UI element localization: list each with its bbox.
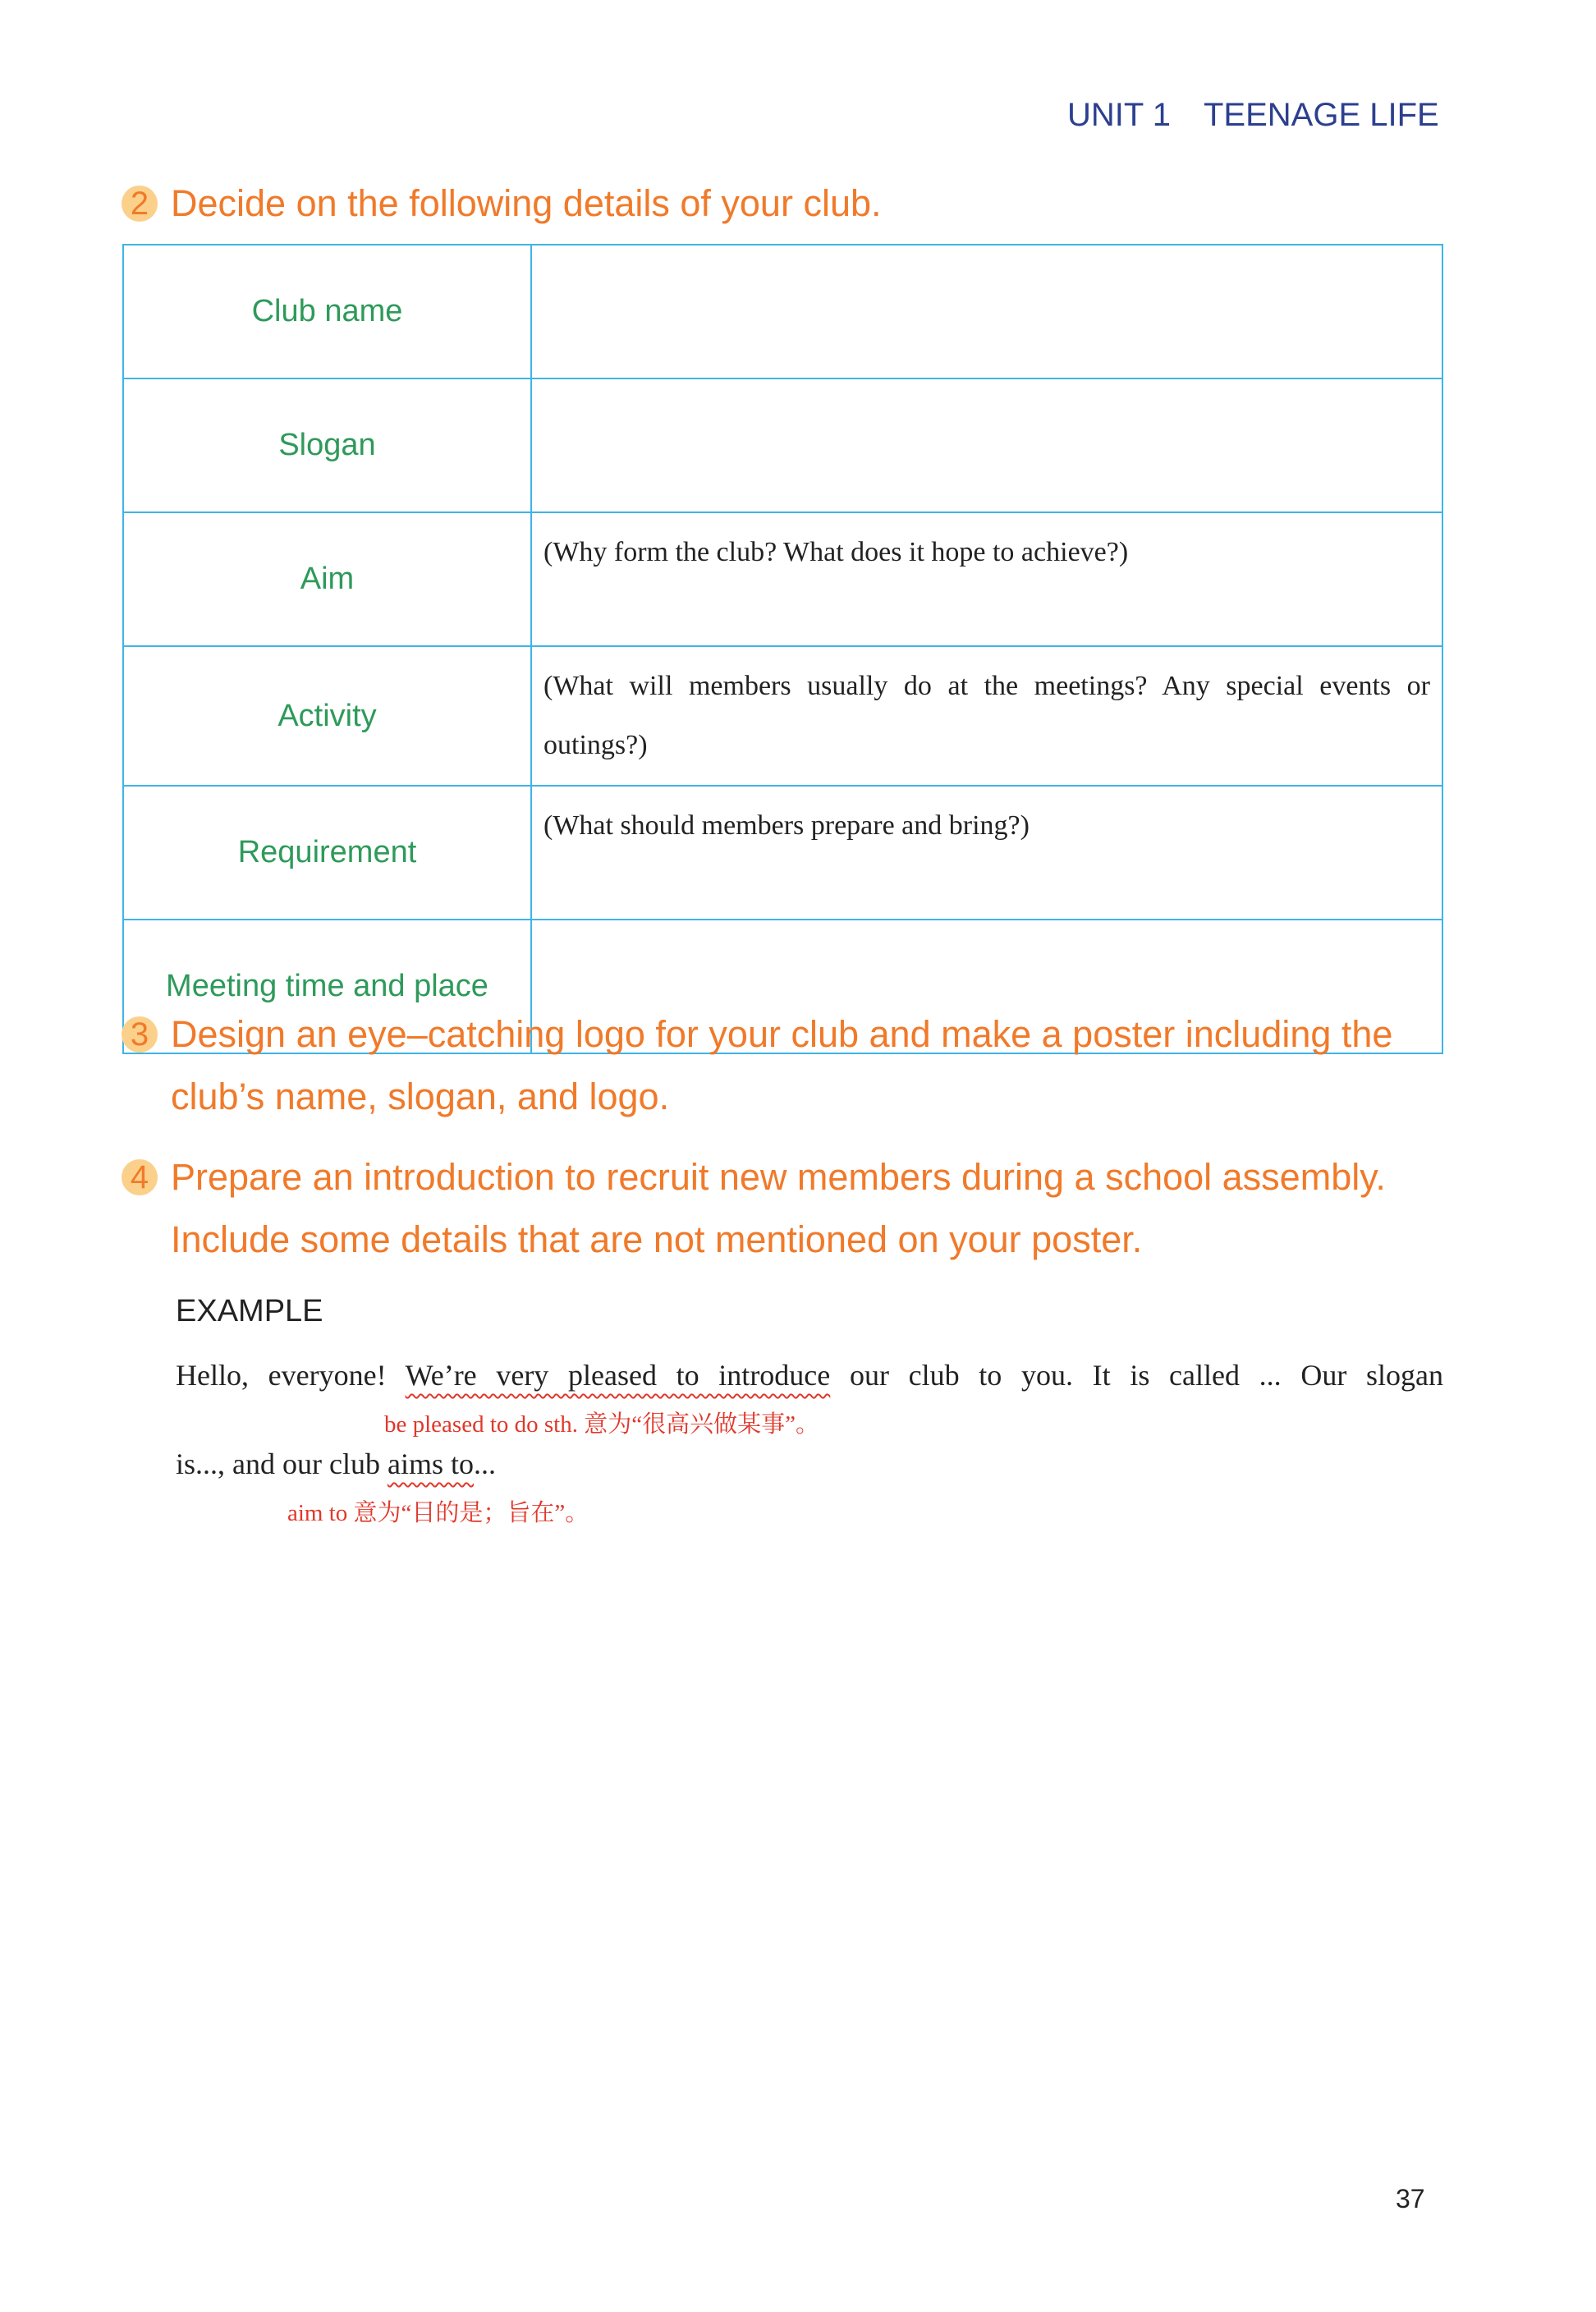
row-label: Aim	[123, 512, 531, 646]
example-text: ...	[473, 1447, 496, 1480]
row-label: Slogan	[123, 378, 531, 512]
answer-cell[interactable]	[531, 245, 1442, 378]
task-number-badge: 3	[122, 1016, 158, 1053]
annotation-note: aim to 意为“目的是；旨在”。	[287, 1500, 589, 1526]
table-row	[123, 786, 1442, 920]
table-row	[123, 378, 1442, 512]
club-details-table	[122, 244, 1443, 1054]
task-4	[122, 1146, 1452, 1271]
example-text: Hello, everyone!	[176, 1359, 406, 1392]
table-row	[123, 646, 1442, 786]
highlighted-phrase: We’re very pleased to introduce	[405, 1359, 831, 1392]
running-header	[1067, 97, 1439, 134]
task-number-badge: 4	[122, 1159, 158, 1195]
annotation-note: be pleased to do sth. 意为“很高兴做某事”。	[384, 1411, 819, 1438]
page-number: 37	[1396, 2184, 1425, 2213]
highlighted-phrase: aims to	[387, 1447, 474, 1480]
table-row	[123, 245, 1442, 378]
task-2	[122, 172, 1452, 235]
unit-title: TEENAGE LIFE	[1203, 97, 1439, 133]
task-number-badge: 2	[122, 186, 158, 222]
task-instruction: Design an eye–catching logo for your club and make a poster including the club’s name, slogan, and logo.	[171, 1013, 1393, 1117]
answer-cell[interactable]: (What will members usually do at the meetings? Any special events or outings?)	[531, 646, 1442, 786]
answer-cell[interactable]: (What should members prepare and bring?)	[531, 786, 1442, 920]
task-instruction: Prepare an introduction to recruit new members during a school assembly. Include some details that are not mentioned on your poster.	[171, 1156, 1386, 1260]
example-heading: EXAMPLE	[176, 1294, 323, 1328]
example-text: is..., and our club	[176, 1447, 388, 1480]
answer-cell[interactable]: (Why form the club? What does it hope to achieve?)	[531, 512, 1442, 646]
example-line-2	[176, 1447, 496, 1481]
task-3	[122, 1003, 1452, 1128]
row-label: Meeting time and place	[123, 920, 531, 1053]
unit-label: UNIT 1	[1067, 97, 1171, 133]
answer-cell[interactable]	[531, 378, 1442, 512]
row-label: Activity	[123, 646, 531, 786]
task-instruction: Decide on the following details of your club.	[171, 182, 882, 224]
row-label: Requirement	[123, 786, 531, 920]
table-row	[123, 512, 1442, 646]
example-text: our club to you. It is called ... Our slogan	[830, 1359, 1443, 1392]
row-label: Club name	[123, 245, 531, 378]
example-line-1	[176, 1358, 1443, 1392]
